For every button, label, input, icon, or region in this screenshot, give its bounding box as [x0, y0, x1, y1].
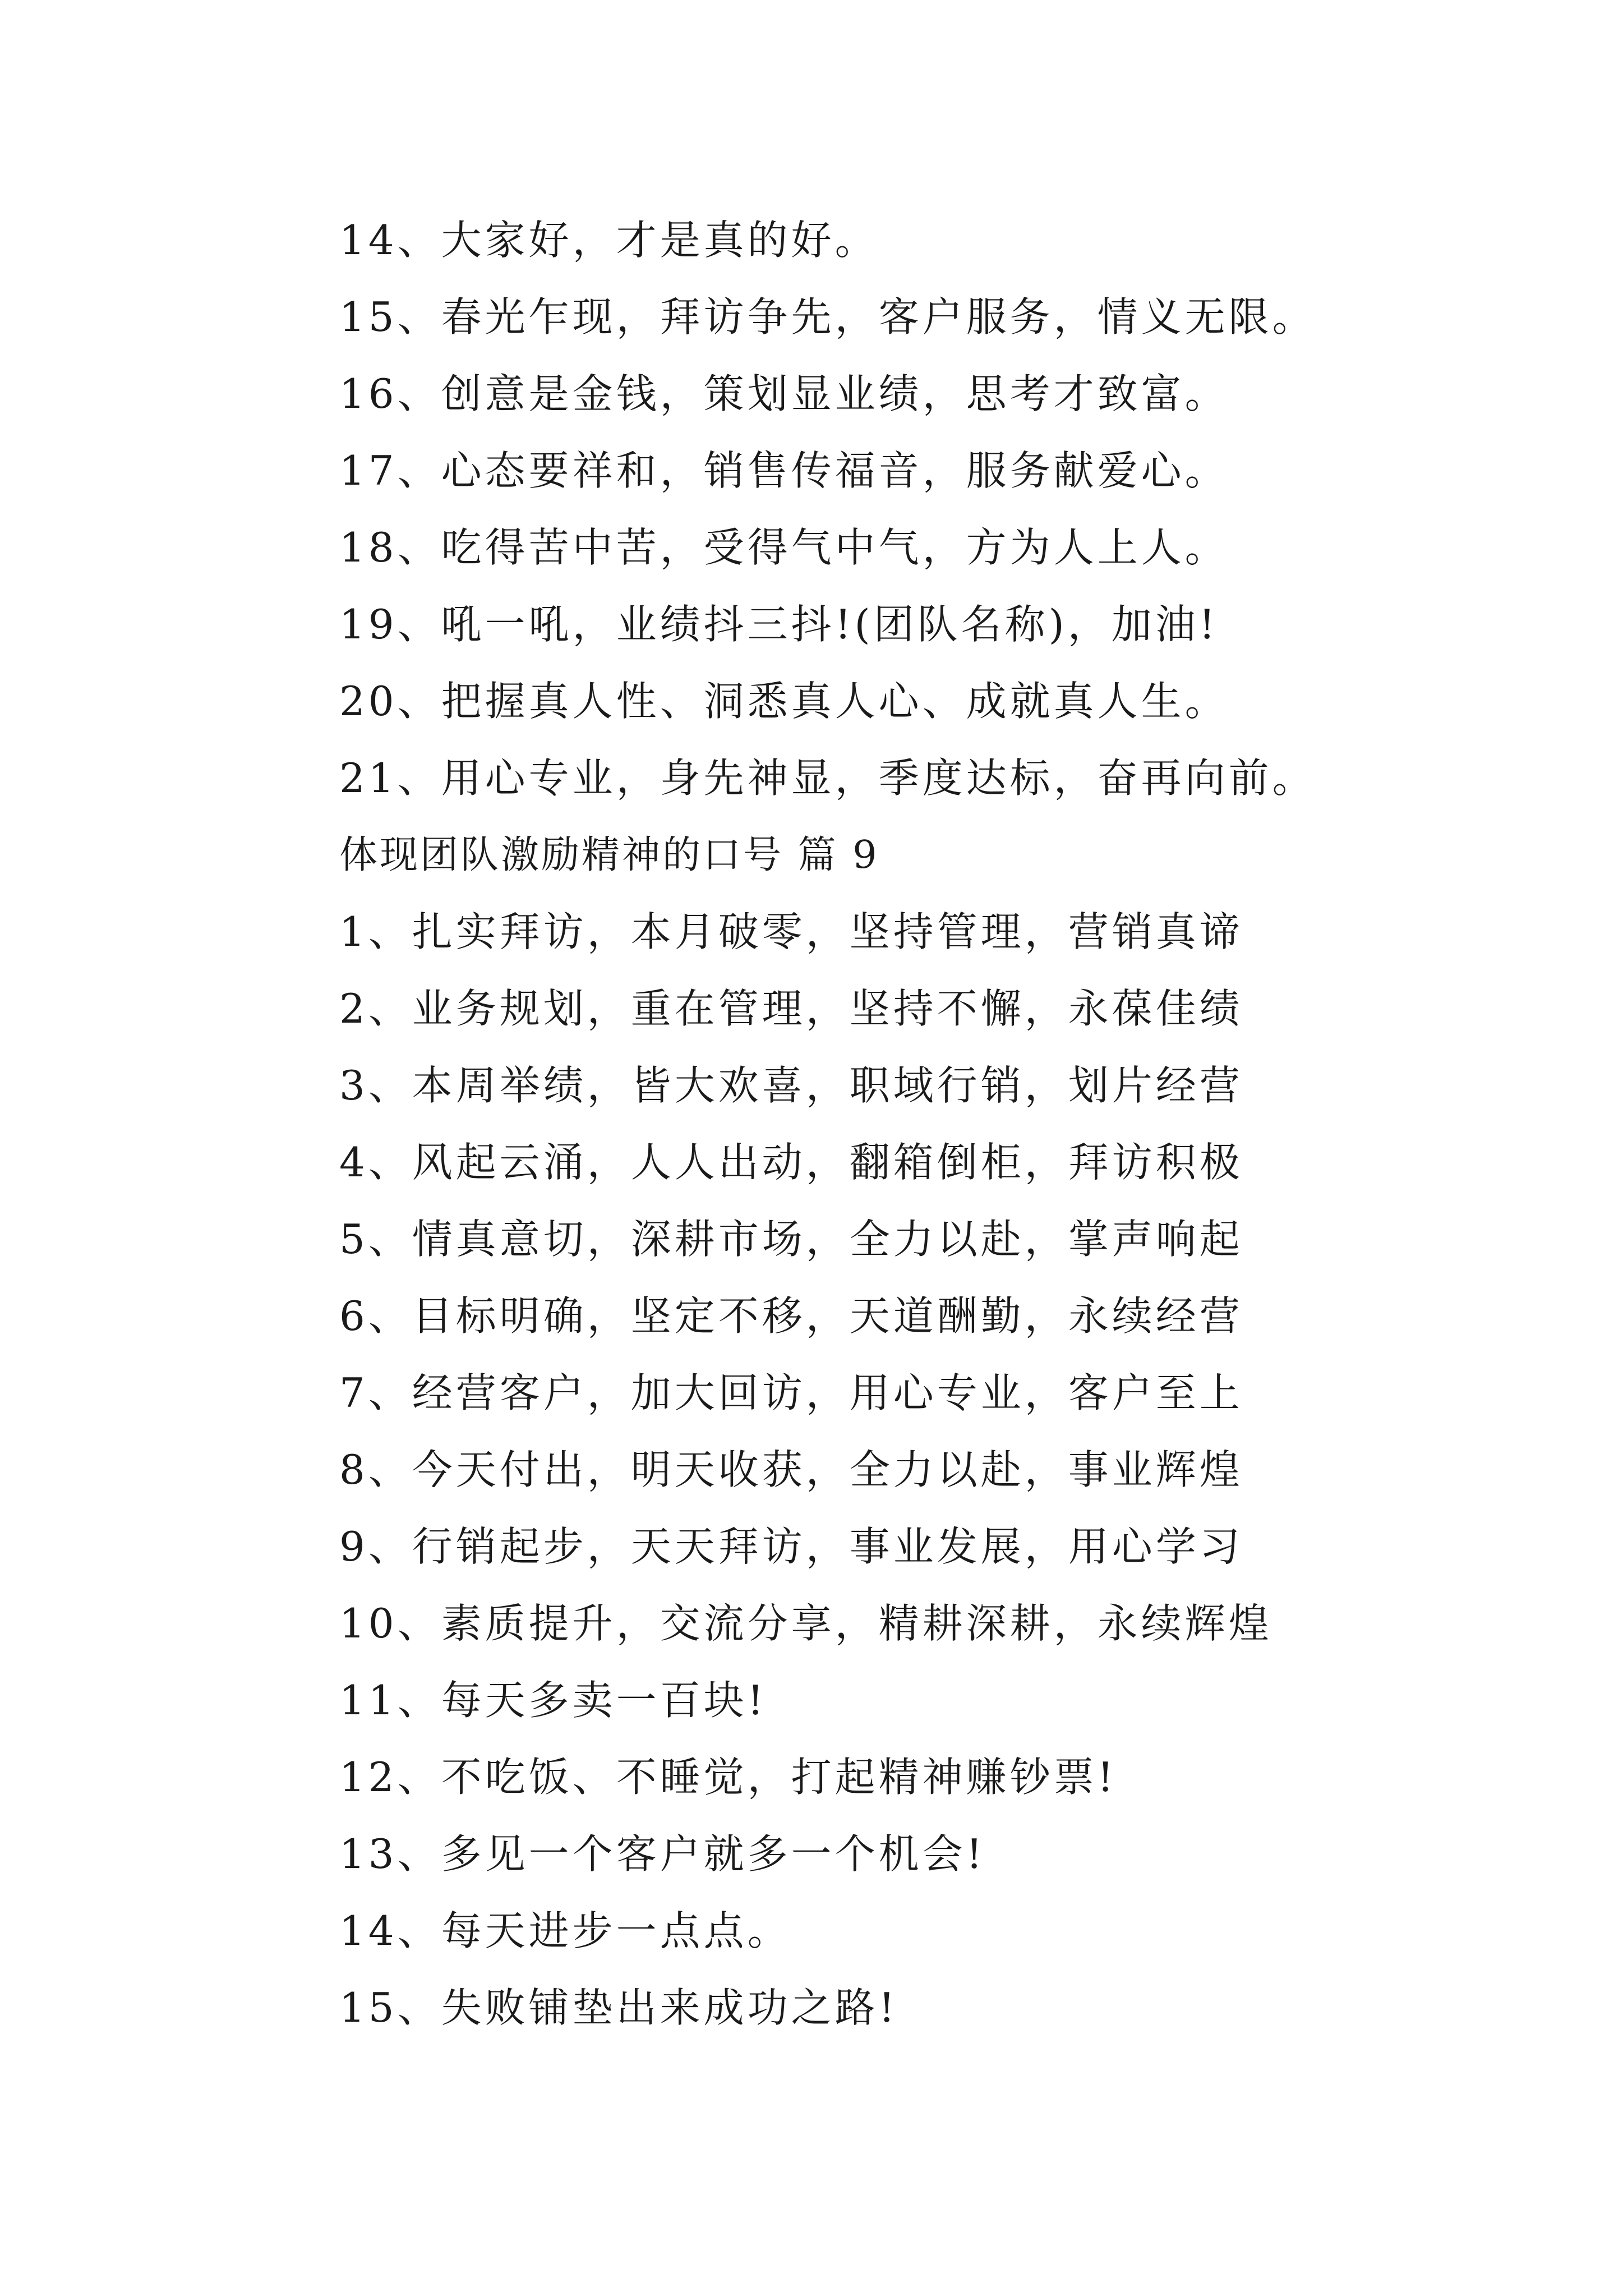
list-item: 5、情真意切，深耕市场，全力以赴，掌声响起 — [339, 1216, 1243, 1263]
list-item: 1、扎实拜访，本月破零，坚持管理，营销真谛 — [339, 908, 1243, 955]
list-item: 3、本周举绩，皆大欢喜，职域行销，划片经营 — [339, 1062, 1243, 1109]
list-item: 19、吼一吼，业绩抖三抖!(团队名称)，加油! — [339, 601, 1219, 648]
list-item: 12、不吃饭、不睡觉，打起精神赚钞票! — [339, 1754, 1117, 1801]
list-item: 15、失败铺垫出来成功之路! — [339, 1984, 898, 2031]
list-item: 9、行销起步，天天拜访，事业发展，用心学习 — [339, 1523, 1243, 1570]
list-item: 16、创意是金钱，策划显业绩，思考才致富。 — [339, 370, 1229, 417]
list-item: 2、业务规划，重在管理，坚持不懈，永葆佳绩 — [339, 985, 1243, 1032]
list-item: 20、把握真人性、洞悉真人心、成就真人生。 — [339, 678, 1229, 725]
list-item: 13、多见一个客户就多一个机会! — [339, 1830, 986, 1878]
list-item: 14、每天进步一点点。 — [339, 1907, 791, 1954]
list-item: 15、春光乍现，拜访争先，客户服务，情义无限。 — [339, 293, 1316, 341]
list-item: 7、经营客户，加大回访，用心专业，客户至上 — [339, 1369, 1243, 1416]
list-item: 4、风起云涌，人人出动，翻箱倒柜，拜访积极 — [339, 1139, 1243, 1186]
list-item: 6、目标明确，坚定不移，天道酬勤，永续经营 — [339, 1292, 1243, 1340]
document-body — [339, 202, 1528, 2046]
list-item: 8、今天付出，明天收获，全力以赴，事业辉煌 — [339, 1446, 1243, 1493]
list-item: 18、吃得苦中苦，受得气中气，方为人上人。 — [339, 524, 1229, 571]
section-heading: 体现团队激励精神的口号 篇 9 — [339, 833, 879, 877]
list-item: 14、大家好，才是真的好。 — [339, 217, 879, 264]
list-item: 11、每天多卖一百块! — [339, 1677, 767, 1724]
list-item: 17、心态要祥和，销售传福音，服务献爱心。 — [339, 447, 1229, 494]
list-item: 10、素质提升，交流分享，精耕深耕，永续辉煌 — [339, 1600, 1272, 1647]
list-item: 21、用心专业，身先神显，季度达标，奋再向前。 — [339, 754, 1316, 802]
